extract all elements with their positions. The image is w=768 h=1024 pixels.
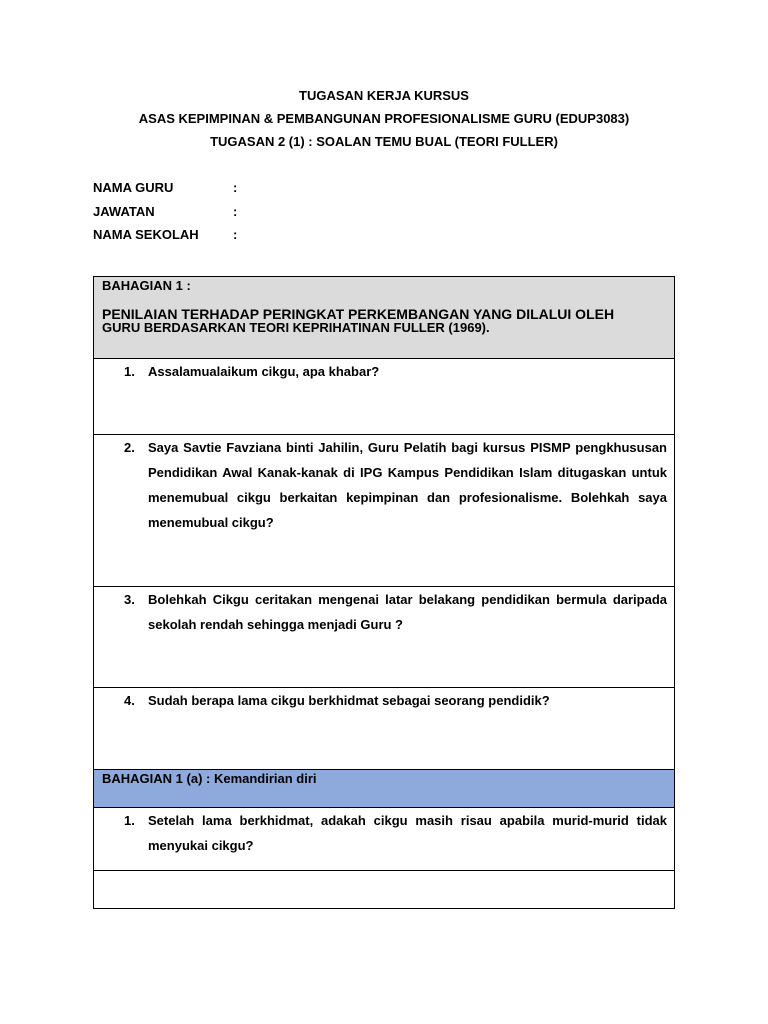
info-colon: : xyxy=(233,227,238,242)
question-cell[interactable] xyxy=(94,808,675,871)
question-text: Setelah lama berkhidmat, adakah cikgu masih risau apabila murid-murid tidak menyukai cikgu? xyxy=(148,813,667,853)
section-1-desc-line-2: GURU BERDASARKAN TEORI KEPRIHATINAN FULLER (1969). xyxy=(102,320,490,335)
teacher-info-block xyxy=(93,176,245,247)
question-item xyxy=(94,587,674,637)
question-item xyxy=(94,359,674,384)
document-title-block xyxy=(0,84,768,153)
answer-cell-empty[interactable] xyxy=(94,871,675,909)
question-item xyxy=(94,688,674,713)
section-1-heading: BAHAGIAN 1 : xyxy=(102,278,191,293)
question-item xyxy=(94,808,674,858)
question-text: Saya Savtie Favziana binti Jahilin, Guru Pelatih bagi kursus PISMP pengkhususan Pendidikan Awal Kanak-kanak di IPG Kampus Pendidikan Islam ditugaskan untuk menemubual cikgu berkaitan kepimpinan dan profesionalisme. Bolehkah saya menemubual cikgu? xyxy=(148,440,667,530)
section-1-description xyxy=(94,294,674,335)
question-text: Bolehkah Cikgu ceritakan mengenai latar belakang pendidikan bermula daripada sekolah rendah sehingga menjadi Guru ? xyxy=(148,592,667,632)
info-colon: : xyxy=(233,203,238,219)
question-number: 3. xyxy=(124,592,135,607)
info-label: NAMA GURU xyxy=(93,180,174,195)
title-line-2: ASAS KEPIMPINAN & PEMBANGUNAN PROFESIONALISME GURU (EDUP3083) xyxy=(138,111,630,126)
info-row-nama-guru xyxy=(93,176,245,200)
question-number: 2. xyxy=(124,440,135,455)
question-cell[interactable] xyxy=(94,688,675,770)
info-colon: : xyxy=(233,180,238,195)
info-row-nama-sekolah xyxy=(93,223,245,247)
question-text: Sudah berapa lama cikgu berkhidmat sebagai seorang pendidik? xyxy=(148,693,550,708)
title-line-3: TUGASAN 2 (1) : SOALAN TEMU BUAL (TEORI FULLER) xyxy=(210,134,558,149)
question-text: Assalamualaikum cikgu, apa khabar? xyxy=(148,364,380,379)
question-number: 4. xyxy=(124,693,135,708)
section-1a-header xyxy=(94,770,675,808)
section-1-desc-line-1: PENILAIAN TERHADAP PERINGKAT PERKEMBANGAN YANG DILALUI OLEH xyxy=(102,306,615,322)
info-label: JAWATAN xyxy=(93,203,155,219)
title-line-1: TUGASAN KERJA KURSUS xyxy=(299,88,469,103)
question-number: 1. xyxy=(124,813,135,828)
question-cell[interactable] xyxy=(94,359,675,435)
info-label: NAMA SEKOLAH xyxy=(93,227,199,242)
question-item xyxy=(94,435,674,535)
section-1-header xyxy=(94,277,675,359)
question-cell[interactable] xyxy=(94,435,675,587)
interview-form-table xyxy=(93,276,675,909)
info-row-jawatan xyxy=(93,200,245,224)
section-1a-heading: BAHAGIAN 1 (a) : Kemandirian diri xyxy=(102,771,317,786)
question-number: 1. xyxy=(124,364,135,379)
question-cell[interactable] xyxy=(94,587,675,688)
